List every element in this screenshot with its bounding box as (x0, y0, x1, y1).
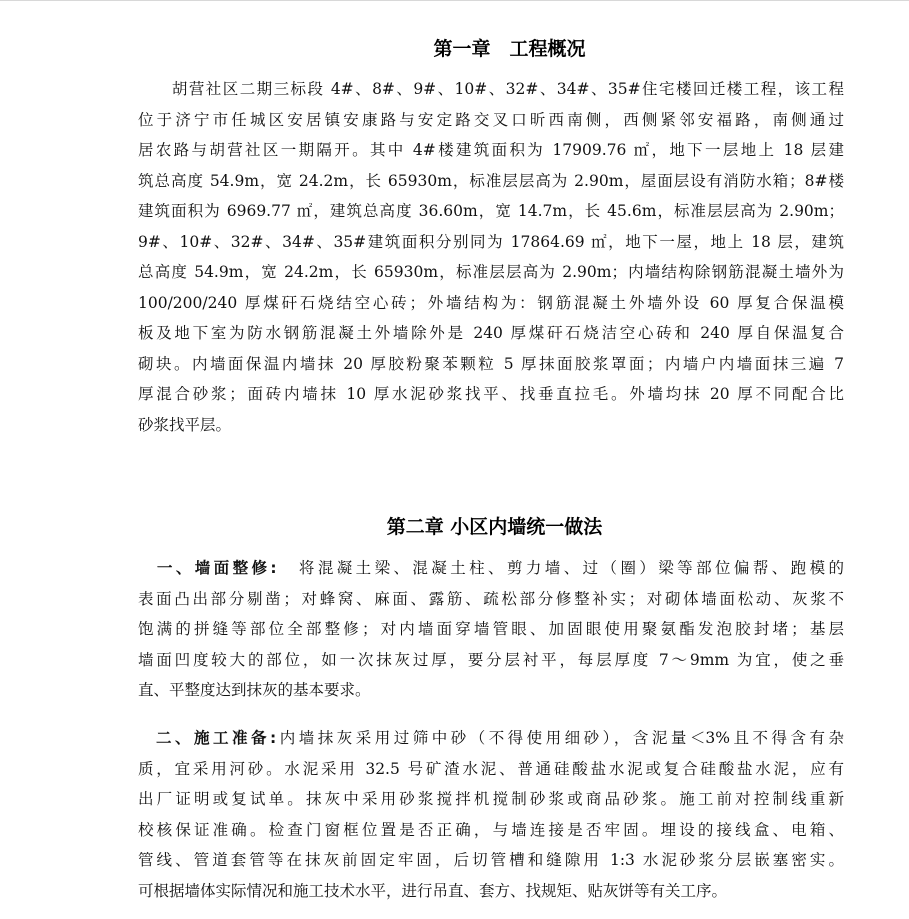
chapter-1-title: 第一章 工程概况 (433, 38, 586, 60)
text-line: 居农路与胡营社区一期隔开。其中 4#楼建筑面积为 17909.76 ㎡，地下一层地上 18 层建 (138, 141, 844, 159)
text-line (138, 553, 844, 584)
text-line: 砂浆找平层。 (138, 415, 232, 434)
text-line: 质，宜采用河砂。水泥采用 32.5 号矿渣水泥、普通硅酸盐水泥或复合硅酸盐水泥，应有 (138, 759, 844, 778)
text-line: 表面凸出部分剔凿；对蜂窝、麻面、露筋、疏松部分修整补实；对砌体墙面松动、灰浆不 (138, 589, 844, 608)
section-1-first-line: 将混凝土梁、混凝土柱、剪力墙、过（圈）梁等部位偏帮、跑模的 (276, 559, 844, 577)
chapter-1-paragraph (138, 74, 844, 440)
text-line (138, 723, 844, 754)
text-line: 位于济宁市任城区安居镇安康路与安定路交叉口昕西南侧，西侧紧邻安福路，南侧通过 (138, 110, 844, 129)
section-1-paragraph (138, 553, 844, 706)
section-1-heading: 一、墙面整修: (138, 559, 277, 577)
section-2-heading: 二、施工准备: (156, 729, 277, 747)
text-line: 厚混合砂浆；面砖内墙抹 10 厚水泥砂浆找平、找垂直拉毛。外墙均抹 20 厚不同配合比 (138, 385, 844, 403)
text-line: 板及地下室为防水钢筋混凝土外墙除外是 240 厚煤矸石烧洁空心砖和 240 厚自保温复合 (138, 324, 844, 342)
section-2-paragraph (138, 723, 844, 906)
text-line: 校核保证准确。检查门窗框位置是否正确，与墙连接是否牢固。埋设的接线盒、电箱、 (138, 820, 844, 839)
page-top-border (0, 0, 909, 1)
text-line: 直、平整度达到抹灰的基本要求。 (138, 681, 371, 699)
text-line: 饱满的拼缝等部位全部整修；对内墙面穿墙管眼、加固眼使用聚氨酯发泡胶封堵；基层 (138, 620, 844, 638)
text-line: 管线、管道套管等在抹灰前固定牢固，后切管槽和缝隙用 1:3 水泥砂浆分层嵌塞密实。 (138, 851, 844, 869)
text-line: 砌块。内墙面保温内墙抹 20 厚胶粉聚苯颗粒 5 厚抹面胶浆罩面；内墙户内墙面抹三遍 7 (138, 354, 844, 373)
text-line: 出厂证明或复试单。抹灰中采用砂浆搅拌机搅制砂浆或商品砂浆。施工前对控制线重新 (138, 790, 844, 808)
text-line: 胡营社区二期三标段 4#、8#、9#、10#、32#、34#、35#住宅楼回迁楼工程，该工程 (138, 80, 844, 98)
text-line: 建筑面积为 6969.77 ㎡，建筑总高度 36.60m，宽 14.7m，长 45.6m，标准层层高为 2.90m； (138, 202, 844, 220)
section-2-first-line: 内墙抹灰采用过筛中砂（不得使用细砂），含泥量＜3%且不得含有杂 (276, 729, 845, 747)
text-line: 墙面凹度较大的部位，如一次抹灰过厚，要分层衬平，每层厚度 7～9mm 为宜，使之垂 (138, 650, 844, 669)
text-line: 9#、10#、32#、34#、35#建筑面积分别同为 17864.69 ㎡，地下一屋，地上 18 层，建筑 (138, 232, 844, 251)
text-line: 100/200/240 厚煤矸石烧结空心砖；外墙结构为：钢筋混凝土外墙外设 60 厚复合保温模 (138, 293, 844, 312)
text-line: 可根据墙体实际情况和施工技术水平，进行吊直、套方、找规矩、贴灰饼等有关工序。 (138, 881, 728, 900)
chapter-2-title: 第二章 小区内墙统一做法 (386, 516, 603, 538)
text-line: 筑总高度 54.9m，宽 24.2m，长 65930m，标准层层高为 2.90m，屋面层设有消防水箱；8#楼 (138, 171, 844, 190)
text-line: 总高度 54.9m，宽 24.2m，长 65930m，标准层层高为 2.90m；内墙结构除钢筋混凝土墙外为 (138, 263, 844, 281)
